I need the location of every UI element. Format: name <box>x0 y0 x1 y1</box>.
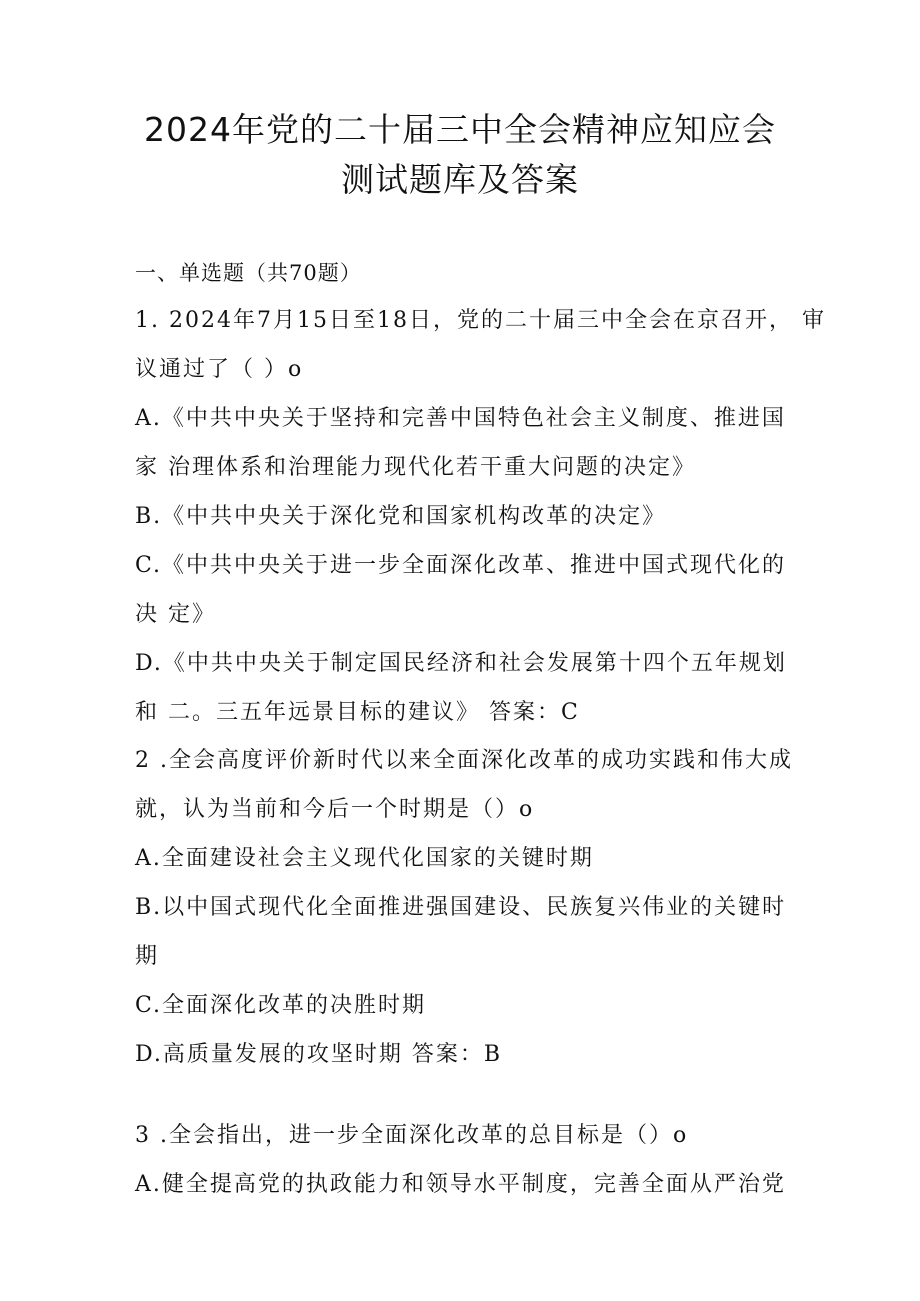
q3-stem: 3 .全会指出，进一步全面深化改革的总目标是（）o <box>135 1123 689 1148</box>
q1-option-c-line-2: 决 定》 <box>135 602 216 627</box>
q2-option-d: D.高质量发展的攻坚时期 答案：B <box>135 1042 503 1067</box>
document-title-line-1: 2024年党的二十届三中全会精神应知应会 <box>144 110 776 149</box>
q2-stem-line-2: 就，认为当前和今后一个时期是（）o <box>135 797 535 822</box>
q2-stem-line-1: 2 .全会高度评价新时代以来全面深化改革的成功实践和伟大成 <box>135 748 793 773</box>
q1-stem-line-2: 议通过了（ ）o <box>135 357 304 382</box>
q1-option-a-line-2: 家 治理体系和治理能力现代化若干重大问题的决定》 <box>135 455 696 480</box>
document-title-line-2: 测试题库及答案 <box>341 160 579 199</box>
q1-option-b: B.《中共中央关于深化党和国家机构改革的决定》 <box>135 504 667 529</box>
q1-option-c-line-1: C.《中共中央关于进一步全面深化改革、推进中国式现代化的 <box>135 553 787 578</box>
q2-option-b-line-2: 期 <box>135 944 160 969</box>
q2-option-c: C.全面深化改革的决胜时期 <box>135 993 427 1018</box>
q1-option-d-line-2: 和 二。三五年远景目标的建议》 答案：C <box>135 700 580 725</box>
q3-option-a-line-1: A.健全提高党的执政能力和领导水平制度，完善全面从严治党 <box>135 1172 786 1197</box>
q2-option-b-line-1: B.以中国式现代化全面推进强国建设、民族复兴伟业的关键时 <box>135 895 787 920</box>
q1-stem-line-1: 1. 2024年7月15日至18日，党的二十届三中全会在京召开， 审 <box>135 308 826 333</box>
section-heading: 一、单选题（共70题） <box>135 261 362 285</box>
q1-option-d-line-1: D.《中共中央关于制定国民经济和社会发展第十四个五年规划 <box>135 651 787 676</box>
q2-option-a: A.全面建设社会主义现代化国家的关键时期 <box>135 846 594 871</box>
q1-option-a-line-1: A.《中共中央关于坚持和完善中国特色社会主义制度、推进国 <box>135 406 786 431</box>
